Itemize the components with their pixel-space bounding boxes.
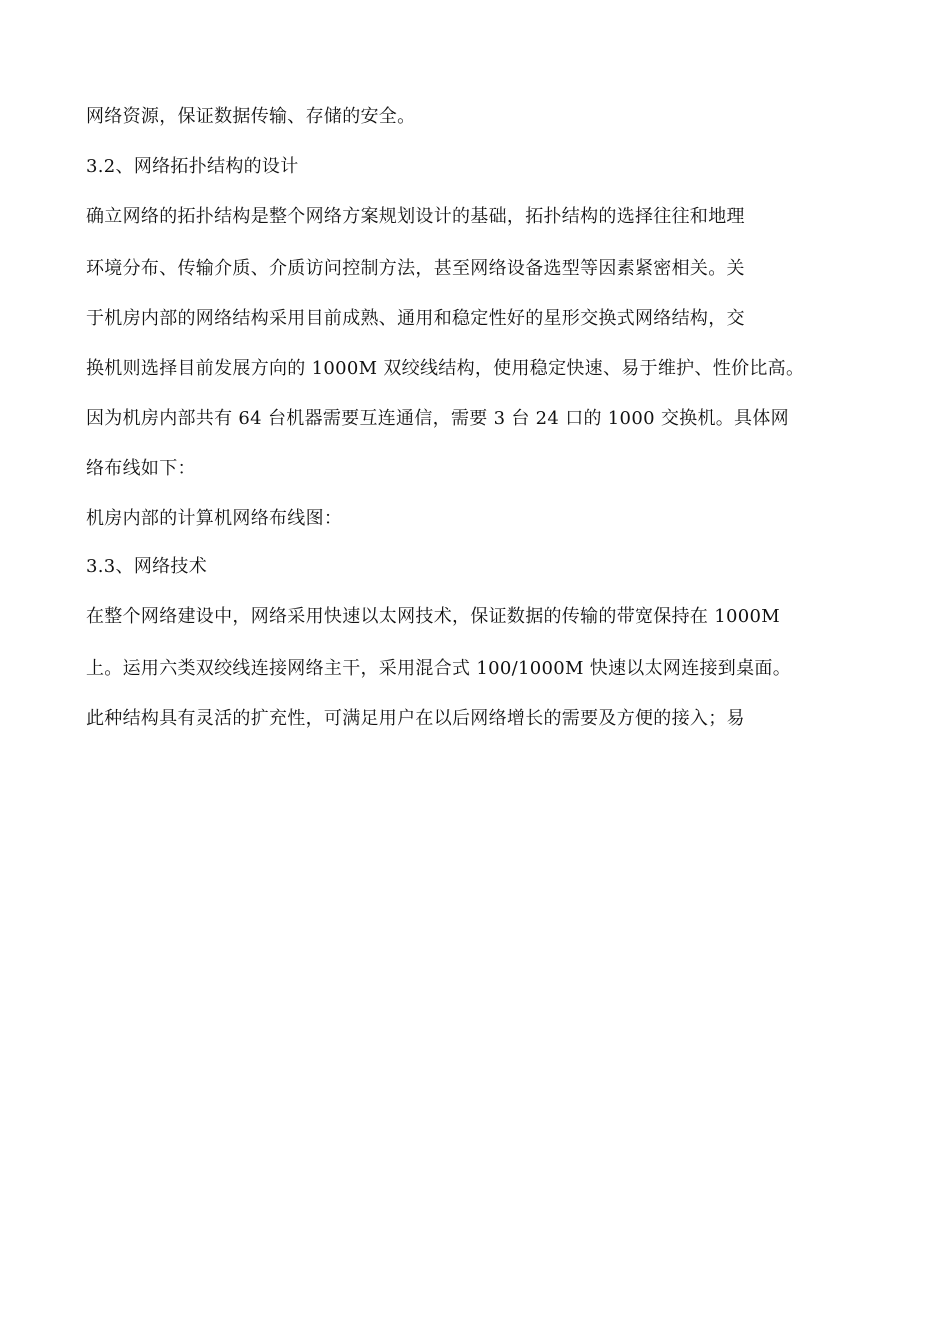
paragraph-line-6: 换机则选择目前发展方向的 1000M 双绞线结构，使用稳定快速、易于维护、性价比高。 [86,358,805,379]
paragraph-line-1: 网络资源，保证数据传输、存储的安全。 [86,106,416,127]
paragraph-line-11: 在整个网络建设中，网络采用快速以太网技术，保证数据的传输的带宽保持在 1000M [86,606,780,627]
paragraph-line-12: 上。运用六类双绞线连接网络主干，采用混合式 100/1000M 快速以太网连接到桌面。 [86,658,791,679]
section-heading-3-3: 3.3、网络技术 [86,556,208,577]
figure-caption: 机房内部的计算机网络布线图： [86,508,343,529]
paragraph-line-8: 络布线如下： [86,458,196,479]
paragraph-line-7: 因为机房内部共有 64 台机器需要互连通信，需要 3 台 24 口的 1000 交换机。具体网 [86,408,789,429]
paragraph-line-5: 于机房内部的网络结构采用目前成熟、通用和稳定性好的星形交换式网络结构，交 [86,308,745,329]
paragraph-line-4: 环境分布、传输介质、介质访问控制方法，甚至网络设备选型等因素紧密相关。关 [86,258,745,279]
paragraph-line-13: 此种结构具有灵活的扩充性，可满足用户在以后网络增长的需要及方便的接入；易 [86,708,745,729]
paragraph-line-3: 确立网络的拓扑结构是整个网络方案规划设计的基础，拓扑结构的选择往往和地理 [86,206,745,227]
section-heading-3-2: 3.2、网络拓扑结构的设计 [86,156,299,177]
